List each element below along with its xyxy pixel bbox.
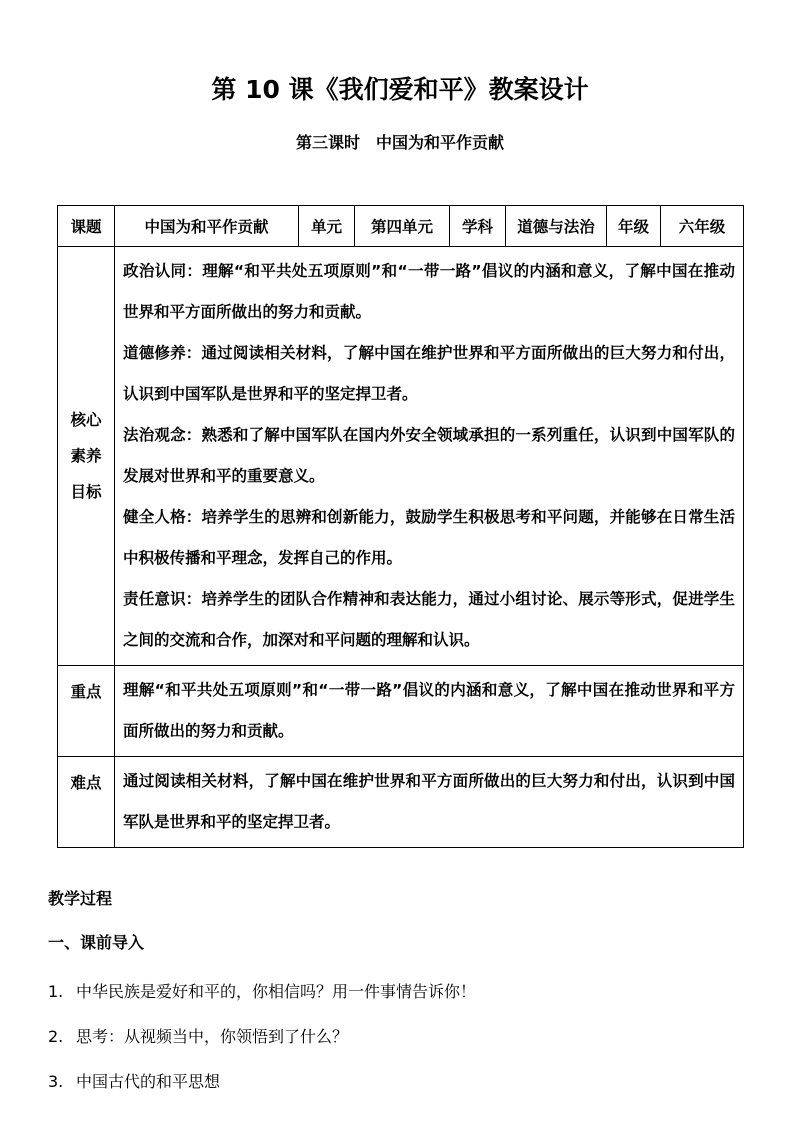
key-point-row [58,666,744,757]
document-subtitle: 第三课时 中国为和平作贡献 [295,133,504,152]
goal-personality: 健全人格：培养学生的思辨和创新能力，鼓励学生积极思考和平问题，并能够在日常生活中积极传播和平理念，发挥自己的作用。 [123,508,735,567]
list-item-number: 2. [48,1027,64,1046]
difficulty-row [58,757,744,848]
list-item-number: 1. [48,982,64,1001]
key-point-text: 理解“和平共处五项原则”和“一带一路”倡议的内涵和意义，了解中国在推动世界和平方面所做出的努力和贡献。 [123,681,735,740]
subject-value: 道德与法治 [506,206,607,247]
key-point-content [115,666,744,757]
goal-moral: 道德修养：通过阅读相关材料，了解中国在维护世界和平方面所做出的巨大努力和付出，认识到中国军队是世界和平的坚定捍卫者。 [123,344,735,403]
teaching-process-heading: 教学过程 [48,889,113,908]
list-item-text: 思考：从视频当中，你领悟到了什么？ [76,1027,349,1046]
list-item-text: 中国古代的和平思想 [76,1072,221,1091]
difficulty-text: 通过阅读相关材料，了解中国在维护世界和平方面所做出的巨大努力和付出，认识到中国军队是世界和平的坚定捍卫者。 [123,772,735,831]
list-item [48,1014,748,1059]
grade-value: 六年级 [661,206,744,247]
section-intro-heading: 一、课前导入 [48,933,145,952]
unit-value: 第四单元 [355,206,450,247]
goals-label-line: 素养 [70,447,102,465]
subject-label: 学科 [450,206,506,247]
goals-label [58,247,115,666]
goals-row [58,247,744,666]
intro-list [48,969,748,1104]
difficulty-label: 难点 [58,757,115,848]
key-point-label: 重点 [58,666,115,757]
difficulty-content [115,757,744,848]
goals-label-line: 目标 [70,483,102,501]
topic-value: 中国为和平作贡献 [115,206,299,247]
lesson-info-table [57,205,744,848]
list-item [48,969,748,1014]
goals-content [115,247,744,666]
list-item-number: 3. [48,1072,64,1091]
grade-label: 年级 [607,206,661,247]
document-title: 第 10 课《我们爱和平》教案设计 [211,75,589,104]
unit-label: 单元 [299,206,355,247]
goal-legal: 法治观念：熟悉和了解中国军队在国内外安全领域承担的一系列重任，认识到中国军队的发展对世界和平的重要意义。 [123,426,735,485]
goal-responsibility: 责任意识：培养学生的团队合作精神和表达能力，通过小组讨论、展示等形式，促进学生之间的交流和合作，加深对和平问题的理解和认识。 [123,590,735,649]
goal-political: 政治认同：理解“和平共处五项原则”和“一带一路”倡议的内涵和意义，了解中国在推动世界和平方面所做出的努力和贡献。 [123,262,735,321]
goals-label-line: 核心 [70,411,102,429]
list-item [48,1059,748,1104]
list-item-text: 中华民族是爱好和平的，你相信吗？用一件事情告诉你！ [76,982,477,1001]
table-header-row [58,206,744,247]
topic-label: 课题 [58,206,115,247]
